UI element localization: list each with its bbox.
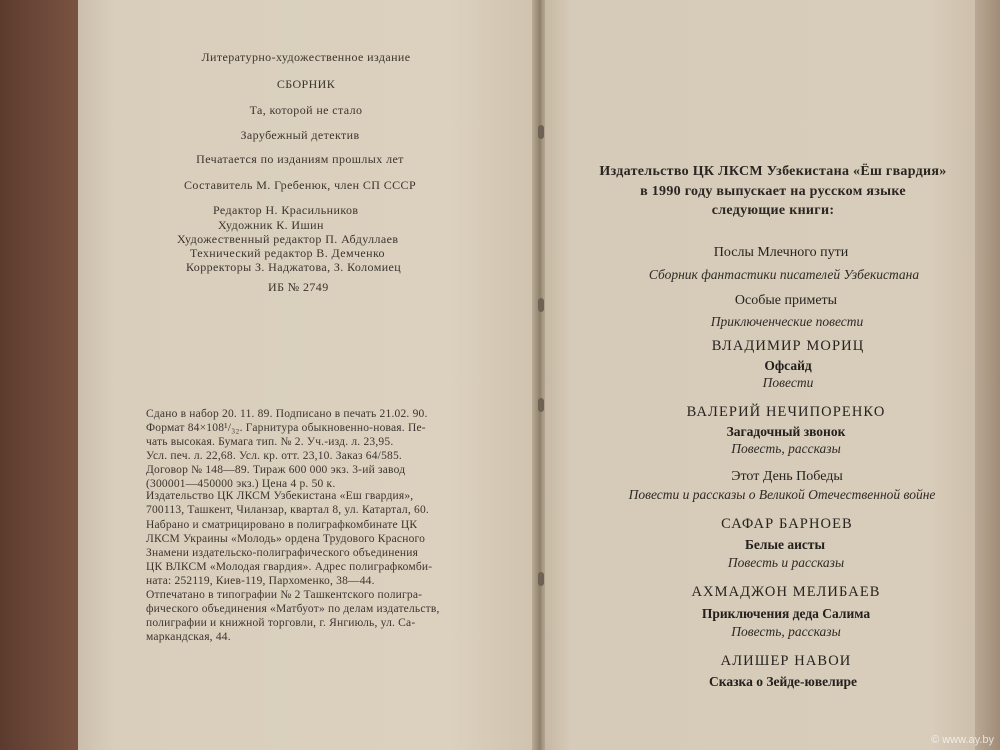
credit-art-editor: Художественный редактор П. Абдуллаев [177, 232, 399, 246]
binding-stitch [538, 125, 544, 139]
print-data-line: чать высокая. Бумага тип. № 2. Уч.-изд. л. 23,95. [146, 436, 394, 448]
binding-stitch [538, 298, 544, 312]
book-7-subtitle: Повесть, рассказы [731, 624, 841, 639]
book-3-title: Офсайд [764, 358, 812, 373]
binding-stitch [538, 398, 544, 412]
series-name: Зарубежный детектив [240, 128, 360, 142]
edition-type: Литературно-художественное издание [201, 50, 411, 64]
printed-line: Отпечатано в типографии № 2 Ташкентского полигра- [146, 589, 423, 601]
collection-label: СБОРНИК [276, 77, 336, 91]
book-4-title: Загадочный звонок [726, 424, 846, 439]
credit-editor: Редактор Н. Красильников [213, 203, 359, 217]
book-1-subtitle: Сборник фантастики писателей Узбекистана [648, 267, 920, 282]
credit-artist: Художник К. Ишин [218, 218, 324, 232]
book-4-author: ВАЛЕРИЙ НЕЧИПОРЕНКО [686, 404, 886, 420]
credit-tech-editor: Технический редактор В. Демченко [190, 246, 385, 260]
book-1-title: Послы Млечного пути [713, 245, 849, 260]
book-8-title: Сказка о Зейде-ювелире [709, 674, 857, 689]
book-8-author: АЛИШЕР НАВОИ [720, 653, 852, 669]
announcement-line: следующие книги: [711, 203, 835, 218]
print-data-line: Договор № 148—89. Тираж 600 000 экз. 3-ий завод [146, 464, 406, 476]
binding-stitch [538, 572, 544, 586]
print-data-line: Сдано в набор 20. 11. 89. Подписано в печать 21.02. 90. [146, 408, 428, 420]
compiler: Составитель М. Гребенюк, член СП СССР [183, 178, 417, 192]
book-2-title: Особые приметы [734, 293, 838, 308]
book-5-title: Этот День Победы [731, 469, 843, 484]
typeset-line: Знамени издательско-полиграфического объединения [146, 547, 419, 559]
print-data-line: (300001—450000 экз.) Цена 4 р. 50 к. [146, 478, 336, 490]
table-surface-left [0, 0, 80, 750]
print-data-line: Усл. печ. л. 22,68. Усл. кр. отт. 23,10. Заказ 64/585. [146, 450, 402, 462]
publisher-announcement: Издательство ЦК ЛКСМ Узбекистана «Ёш гвардия» [599, 164, 947, 179]
typeset-line: ната: 252119, Киев-119, Пархоменко, 38—44. [146, 575, 375, 587]
announcement-line: в 1990 году выпускает на русском языке [640, 184, 906, 199]
book-3-subtitle: Повести [762, 375, 814, 390]
book-6-subtitle: Повесть и рассказы [727, 555, 845, 570]
book-7-author: АХМАДЖОН МЕЛИБАЕВ [691, 584, 881, 600]
book-6-title: Белые аисты [744, 537, 826, 552]
book-5-subtitle: Повести и рассказы о Великой Отечественной войне [628, 487, 936, 502]
book-title: Та, которой не стало [249, 103, 363, 117]
book-3-author: ВЛАДИМИР МОРИЦ [711, 338, 865, 354]
printed-line: маркандская, 44. [146, 631, 231, 643]
printed-line: фического объединения «Матбуот» по делам издательств, [146, 603, 440, 615]
typeset-line: ЛКСМ Украины «Молодь» ордена Трудового Красного [146, 533, 426, 545]
book-6-author: САФАР БАРНОЕВ [721, 516, 853, 532]
book-4-subtitle: Повесть, рассказы [731, 441, 841, 456]
typeset-line: ЦК ВЛКСМ «Молодая гвардия». Адрес полиграфкомби- [146, 561, 433, 573]
ib-number: ИБ № 2749 [268, 280, 329, 294]
reprint-note: Печатается по изданиям прошлых лет [196, 152, 404, 166]
credit-proofreaders: Корректоры З. Наджатова, З. Коломиец [186, 260, 402, 274]
publisher-line: Издательство ЦК ЛКСМ Узбекистана «Еш гвардия», [146, 490, 414, 502]
publisher-line: 700113, Ташкент, Чиланзар, квартал 8, ул. Катартал, 60. [146, 504, 429, 516]
print-data-line: Формат 84×108¹/₃₂. Гарнитура обыкновенно-новая. Пе- [146, 422, 426, 434]
printed-line: полиграфии и книжной торговли, г. Янгиюль, ул. Са- [146, 617, 416, 629]
book-7-title: Приключения деда Салима [701, 606, 871, 621]
typeset-line: Набрано и сматрицировано в полиграфкомбинате ЦК [146, 519, 418, 531]
book-2-subtitle: Приключенческие повести [710, 314, 864, 329]
site-watermark: © www.ay.by [931, 734, 994, 746]
